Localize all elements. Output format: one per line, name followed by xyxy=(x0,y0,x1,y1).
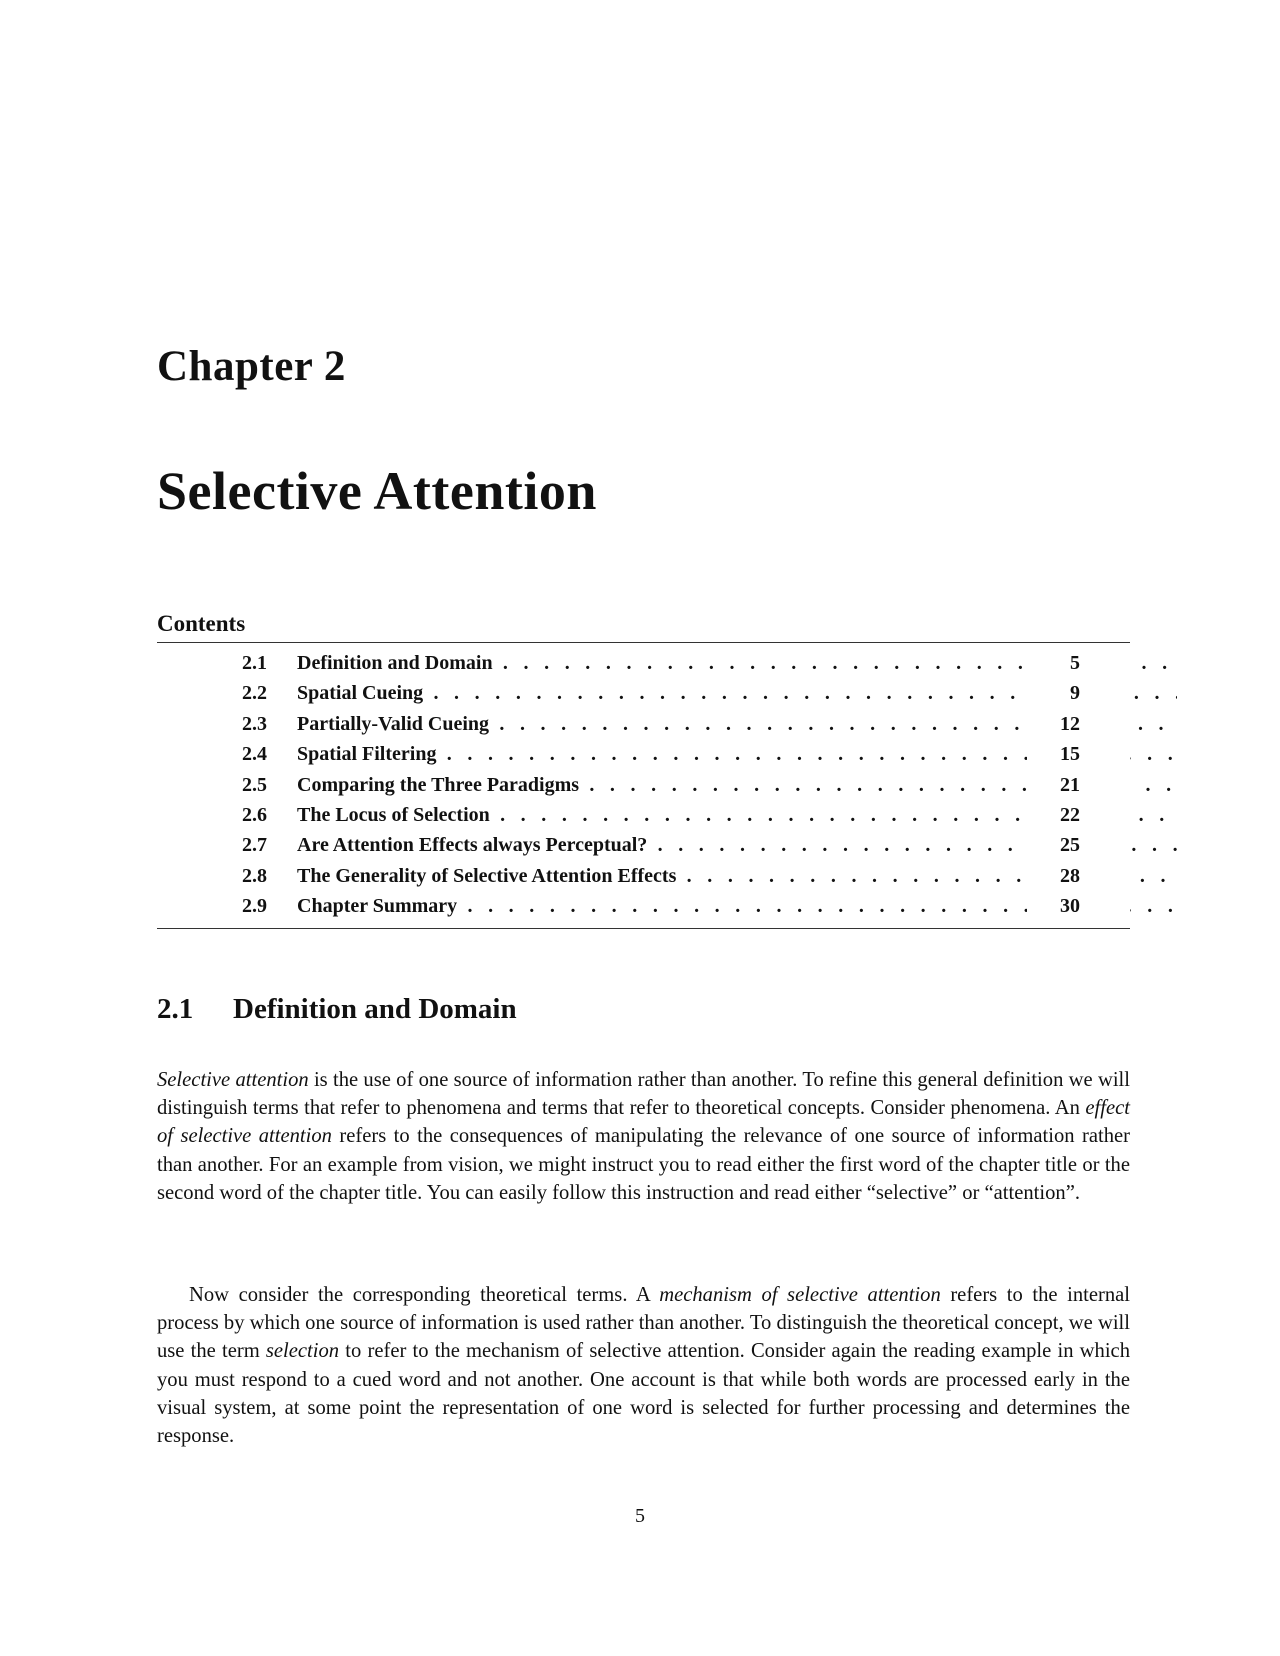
toc-entry-number: 2.4 xyxy=(242,743,267,766)
chapter-title: Selective Attention xyxy=(157,461,597,521)
paragraph-text: refers to the consequences of manipulating the relevance of one source of information rather than another. For an example from vision, we might instruct you to read either the first word of the chapter title or the second word of the chapter title. You can easily follow this instruction and read either “selective” or “attention”. xyxy=(157,1125,1131,1204)
emphasized-term: Selective attention xyxy=(157,1069,309,1091)
toc-entry[interactable] xyxy=(157,830,1130,860)
body-paragraph xyxy=(157,1066,1130,1207)
toc-entry-page: 12 xyxy=(1060,712,1080,735)
toc-entry-number: 2.9 xyxy=(242,895,267,918)
toc-entry-title: Are Attention Effects always Perceptual? . . . xyxy=(297,830,1177,860)
page-number: 5 xyxy=(635,1505,645,1527)
toc-entry-title: Spatial Cueing . . . xyxy=(297,678,1177,708)
toc-entry-number: 2.7 xyxy=(242,834,267,857)
toc-entry[interactable] xyxy=(157,800,1130,830)
toc-entry[interactable] xyxy=(157,709,1130,739)
toc-entry-page: 28 xyxy=(1060,864,1080,887)
toc-entry-page: 30 xyxy=(1060,895,1080,918)
toc-entry[interactable] xyxy=(157,891,1130,921)
toc-entry-title: The Locus of Selection . . . xyxy=(297,800,1177,830)
toc-entry-title: Definition and Domain . . . xyxy=(297,648,1177,678)
toc-entry-page: 25 xyxy=(1060,834,1080,857)
toc-entry-number: 2.2 xyxy=(242,682,267,705)
contents-top-rule xyxy=(157,642,1130,643)
paragraph-text: to refer to the mechanism of selective attention. Consider again the reading example in which you must respond to a cued word and not another. One account is that while both words are processed early in the visual system, at some point the representation of one word is selected for further processing and determines the response. xyxy=(157,1340,1130,1448)
contents-heading: Contents xyxy=(157,611,246,636)
toc-entry-number: 2.5 xyxy=(242,773,267,796)
contents-bottom-rule xyxy=(157,928,1130,929)
emphasized-term: selection xyxy=(265,1340,340,1363)
toc-entry[interactable] xyxy=(157,861,1130,891)
toc-entry-title: Partially-Valid Cueing . . . xyxy=(297,709,1177,739)
toc-entry-page: 5 xyxy=(1070,652,1080,674)
chapter-label: Chapter 2 xyxy=(157,343,346,390)
emphasized-term: mechanism of selective attention xyxy=(659,1284,941,1306)
toc-entry-title: Comparing the Three Paradigms . . . xyxy=(297,770,1177,800)
toc-entry-title: The Generality of Selective Attention Effects . . . xyxy=(297,861,1177,891)
section-title: Definition and Domain xyxy=(233,993,517,1025)
toc-entry[interactable] xyxy=(157,770,1130,800)
toc-entry-page: 22 xyxy=(1060,803,1080,826)
emphasized-term: effect of selective attention xyxy=(157,1097,1130,1148)
toc-entry[interactable] xyxy=(157,739,1130,769)
toc-entry-page: 15 xyxy=(1060,743,1080,766)
toc-entry-number: 2.1 xyxy=(242,652,267,674)
toc-entry-page: 9 xyxy=(1070,682,1080,705)
paragraph-text: is the use of one source of information rather than another. To refine this general definition we will distinguish terms that refer to phenomena and terms that refer to theoretical concepts. Consider phenomena. An xyxy=(157,1069,1130,1120)
paragraph-text: refers to the internal process by which one source of information is used rather than another. To distinguish the theoretical concept, we will use the term xyxy=(157,1284,1131,1363)
paragraph-text: Now consider the corresponding theoretical terms. A xyxy=(189,1284,660,1306)
toc-entry-page: 21 xyxy=(1060,773,1080,796)
toc-entry-number: 2.3 xyxy=(242,712,267,735)
toc-entry-number: 2.6 xyxy=(242,803,267,826)
section-heading xyxy=(157,995,517,1024)
section-number: 2.1 xyxy=(157,993,194,1025)
toc-entry-title: Chapter Summary . . . xyxy=(297,891,1177,921)
toc-entry[interactable] xyxy=(157,648,1130,678)
toc-entry-title: Spatial Filtering . . . xyxy=(297,739,1177,769)
toc-entry-number: 2.8 xyxy=(242,864,267,887)
toc-entry[interactable] xyxy=(157,678,1130,708)
body-paragraph xyxy=(157,1281,1130,1450)
table-of-contents xyxy=(157,648,1130,922)
